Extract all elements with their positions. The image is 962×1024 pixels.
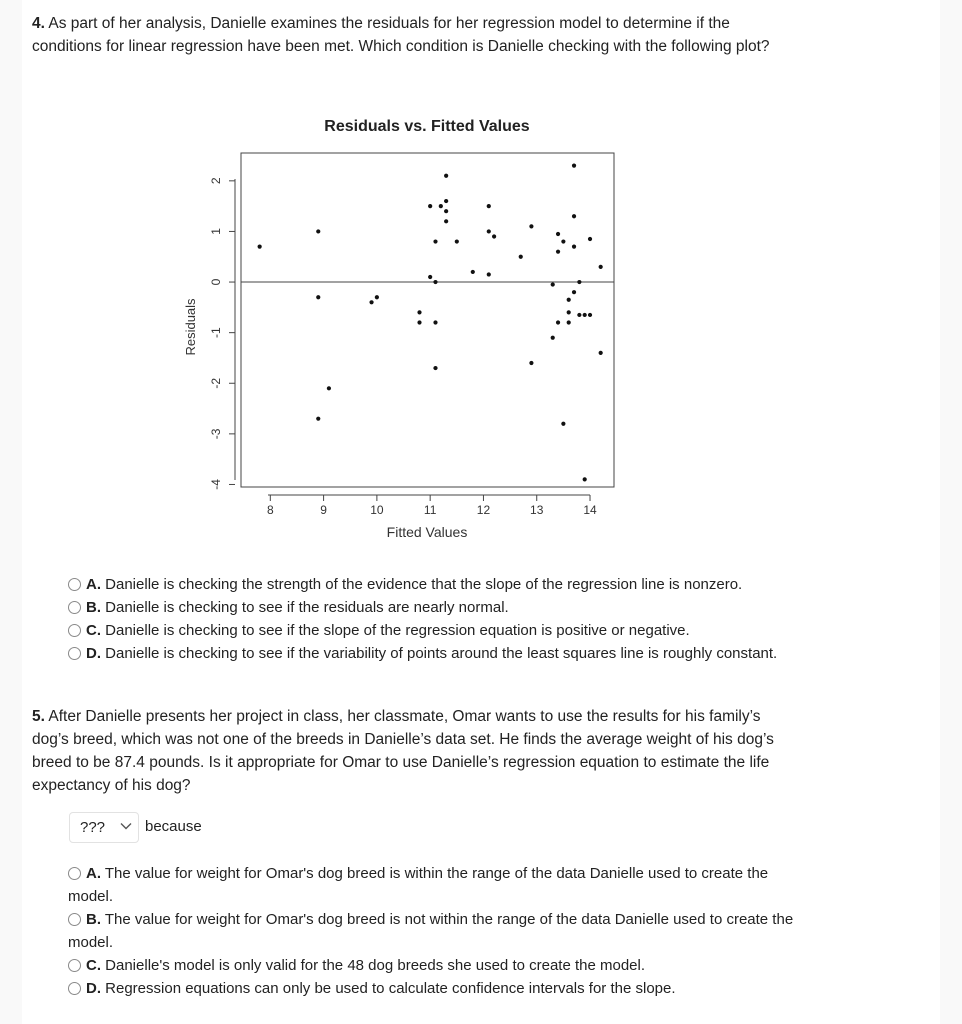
data-point <box>519 255 523 259</box>
q5-option-b[interactable] <box>68 908 808 954</box>
data-point <box>492 234 496 238</box>
data-point <box>471 270 475 274</box>
data-point <box>428 275 432 279</box>
x-tick-label: 9 <box>320 503 327 517</box>
q5-option-c[interactable] <box>68 954 808 977</box>
x-tick-label: 10 <box>370 503 384 517</box>
data-point <box>439 204 443 208</box>
option-letter: C. <box>86 622 101 639</box>
plot-frame <box>241 153 614 487</box>
data-point <box>572 290 576 294</box>
option-text: Danielle is checking to see if the slope of the regression equation is positive or negative. <box>101 622 690 639</box>
radio-button[interactable] <box>68 913 81 926</box>
y-tick-label: -1 <box>209 327 223 338</box>
data-point <box>487 272 491 276</box>
data-point <box>572 164 576 168</box>
option-letter: D. <box>86 980 101 997</box>
q4-option-b[interactable] <box>68 596 808 619</box>
y-tick-label: 1 <box>209 228 223 235</box>
data-point <box>433 366 437 370</box>
option-letter: D. <box>86 645 101 662</box>
data-point <box>588 313 592 317</box>
data-point <box>551 282 555 286</box>
y-axis-label: Residuals <box>183 298 198 356</box>
option-letter: A. <box>86 576 101 593</box>
radio-button[interactable] <box>68 601 81 614</box>
data-point <box>572 214 576 218</box>
radio-button[interactable] <box>68 647 81 660</box>
data-point <box>556 320 560 324</box>
data-point <box>444 219 448 223</box>
data-point <box>487 229 491 233</box>
y-tick-label: 0 <box>209 278 223 286</box>
data-point <box>599 265 603 269</box>
question-5-options <box>68 862 808 1000</box>
data-point <box>316 417 320 421</box>
x-tick-label: 14 <box>583 503 597 517</box>
option-letter: C. <box>86 957 101 974</box>
data-point <box>327 386 331 390</box>
q4-option-c[interactable] <box>68 619 808 642</box>
data-point <box>551 336 555 340</box>
data-point <box>375 295 379 299</box>
x-tick-label: 11 <box>423 503 437 517</box>
y-tick-label: -3 <box>209 428 223 440</box>
answer-dropdown[interactable] <box>69 812 139 843</box>
question-4-body: As part of her analysis, Danielle examines the residuals for her regression model to determine if the conditions for linear regression have been met. Which condition is Danielle checking with the following plot? <box>32 15 770 55</box>
option-text: Regression equations can only be used to calculate confidence intervals for the slope. <box>101 980 676 997</box>
option-text: Danielle is checking the strength of the evidence that the slope of the regression line is nonzero. <box>101 576 743 593</box>
radio-button[interactable] <box>68 959 81 972</box>
data-point <box>444 209 448 213</box>
residual-plot <box>0 110 640 550</box>
question-5-text <box>32 705 792 797</box>
q5-option-a[interactable] <box>68 862 808 908</box>
question-5-number: 5. <box>32 708 45 725</box>
option-letter: A. <box>86 865 101 882</box>
data-point <box>529 224 533 228</box>
x-tick-label: 8 <box>266 503 274 517</box>
data-point <box>599 351 603 355</box>
question-4-text <box>32 12 792 58</box>
y-axis-ticks <box>209 177 235 490</box>
q5-option-d[interactable] <box>68 977 808 1000</box>
data-point <box>444 199 448 203</box>
option-text: The value for weight for Omar's dog breed is within the range of the data Danielle used to create the model. <box>68 865 769 905</box>
data-point <box>316 229 320 233</box>
data-point <box>567 320 571 324</box>
data-point <box>417 310 421 314</box>
chart-title: Residuals vs. Fitted Values <box>324 118 530 135</box>
data-point <box>417 320 421 324</box>
data-point <box>369 300 373 304</box>
y-tick-label: -4 <box>209 479 223 490</box>
dropdown-value: ??? <box>80 819 106 836</box>
data-points <box>258 164 603 482</box>
option-letter: B. <box>86 599 101 616</box>
q4-option-a[interactable] <box>68 573 808 596</box>
option-letter: B. <box>86 911 101 928</box>
option-text: The value for weight for Omar's dog breed is not within the range of the data Danielle used to create the model. <box>68 911 794 951</box>
data-point <box>258 245 262 249</box>
data-point <box>487 204 491 208</box>
data-point <box>561 239 565 243</box>
data-point <box>583 313 587 317</box>
radio-button[interactable] <box>68 867 81 880</box>
radio-button[interactable] <box>68 624 81 637</box>
option-text: Danielle is checking to see if the variability of points around the least squares line is roughly constant. <box>101 645 778 662</box>
because-label: because <box>145 818 202 835</box>
x-tick-label: 12 <box>476 503 491 517</box>
x-tick-label: 13 <box>530 503 544 517</box>
data-point <box>433 280 437 284</box>
question-4-number: 4. <box>32 15 45 32</box>
data-point <box>572 245 576 249</box>
y-tick-label: -2 <box>209 377 223 389</box>
question-4-options <box>68 573 808 665</box>
q4-option-d[interactable] <box>68 642 808 665</box>
data-point <box>556 250 560 254</box>
data-point <box>588 237 592 241</box>
x-axis-label: Fitted Values <box>386 524 468 540</box>
option-text: Danielle is checking to see if the residuals are nearly normal. <box>101 599 509 616</box>
radio-button[interactable] <box>68 982 81 995</box>
data-point <box>316 295 320 299</box>
data-point <box>567 310 571 314</box>
data-point <box>529 361 533 365</box>
data-point <box>556 232 560 236</box>
data-point <box>567 298 571 302</box>
data-point <box>433 239 437 243</box>
data-point <box>455 239 459 243</box>
data-point <box>561 422 565 426</box>
radio-button[interactable] <box>68 578 81 591</box>
chevron-down-icon <box>120 822 132 830</box>
y-tick-label: 2 <box>209 177 223 185</box>
data-point <box>433 320 437 324</box>
option-text: Danielle's model is only valid for the 48 dog breeds she used to create the model. <box>101 957 646 974</box>
x-axis-ticks <box>267 495 597 517</box>
question-5-body: After Danielle presents her project in class, her classmate, Omar wants to use the results for his family’s dog’s breed, which was not one of the breeds in Danielle’s data set. He finds the average weight of his dog’s breed to be 87.4 pounds. Is it appropriate for Omar to use Danielle’s regression equation to estimate the life expectancy of his dog? <box>32 708 774 794</box>
data-point <box>444 174 448 178</box>
data-point <box>577 313 581 317</box>
data-point <box>428 204 432 208</box>
data-point <box>583 477 587 481</box>
data-point <box>577 280 581 284</box>
